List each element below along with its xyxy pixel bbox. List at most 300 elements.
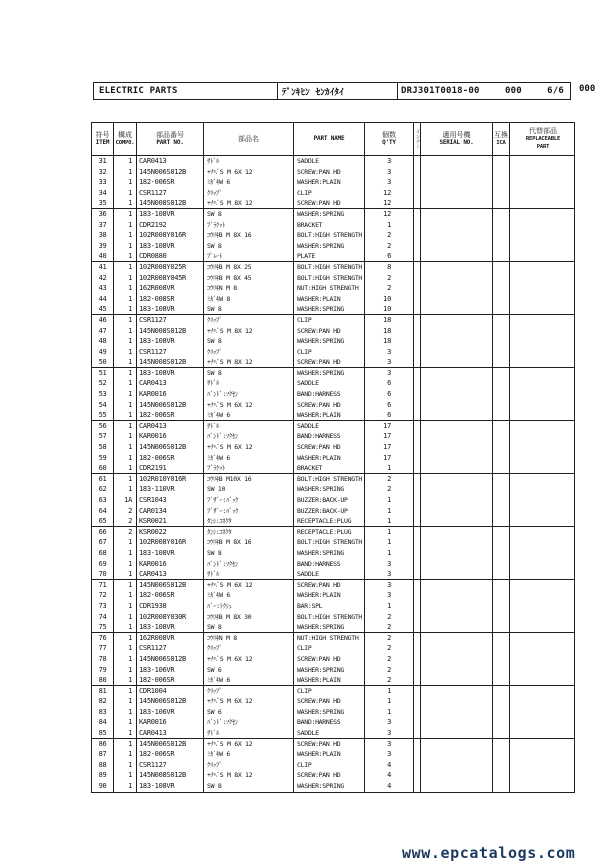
cell-quantity: 6: [365, 251, 414, 261]
cell-name-japanese: +ﾅﾍﾞS M 8X 12: [204, 770, 294, 781]
cell-item-number: 46: [92, 315, 114, 326]
cell-inner: [414, 654, 421, 665]
cell-name-japanese: ﾊﾞﾝﾄﾞ:ｿｸｾﾝ: [204, 389, 294, 400]
cell-inner: [414, 209, 421, 220]
cell-ica: [493, 453, 510, 464]
cell-ica: [493, 230, 510, 241]
cell-inner: [414, 220, 421, 231]
cell-replaceable: [510, 516, 576, 526]
cell-ica: [493, 559, 510, 570]
cell-replaceable: [510, 421, 576, 432]
cell-part-number: KSR0021: [137, 516, 204, 526]
cell-part-name: SCREW:PAN HD: [294, 198, 365, 208]
cell-quantity: 6: [365, 378, 414, 389]
cell-item-number: 61: [92, 474, 114, 485]
cell-compo: 1: [114, 262, 137, 273]
cell-quantity: 17: [365, 421, 414, 432]
cell-replaceable: [510, 357, 576, 367]
table-row: [92, 527, 574, 538]
cell-compo: 1: [114, 707, 137, 718]
cell-ica: [493, 304, 510, 314]
document-number: DRJ301T0018-00: [401, 86, 480, 96]
cell-compo: 1: [114, 537, 137, 548]
cell-part-name: BAND:HARNESS: [294, 431, 365, 442]
table-row: [92, 537, 574, 548]
cell-item-number: 60: [92, 463, 114, 473]
cell-inner: [414, 474, 421, 485]
cell-name-japanese: SW 8: [204, 368, 294, 379]
cell-serial-no: [421, 474, 493, 485]
cell-replaceable: [510, 612, 576, 623]
cell-inner: [414, 728, 421, 738]
cell-serial-no: [421, 675, 493, 685]
cell-inner: [414, 410, 421, 420]
cell-quantity: 3: [365, 177, 414, 188]
cell-inner: [414, 739, 421, 750]
cell-item-number: 69: [92, 559, 114, 570]
table-body: [92, 156, 574, 792]
cell-name-japanese: ｺｳﾘｷB M10X 16: [204, 474, 294, 485]
cell-compo: 1: [114, 590, 137, 601]
cell-serial-no: [421, 484, 493, 495]
cell-replaceable: [510, 156, 576, 167]
cell-part-name: WASHER:PLAIN: [294, 410, 365, 420]
table-row: [92, 516, 574, 527]
cell-compo: 1: [114, 633, 137, 644]
cell-compo: 1: [114, 421, 137, 432]
table-row: [92, 273, 574, 284]
cell-item-number: 47: [92, 326, 114, 337]
cell-quantity: 17: [365, 442, 414, 453]
cell-replaceable: [510, 463, 576, 473]
cell-quantity: 3: [365, 749, 414, 760]
cell-compo: 1: [114, 622, 137, 632]
cell-part-name: SADDLE: [294, 378, 365, 389]
cell-item-number: 75: [92, 622, 114, 632]
cell-part-name: BOLT:HIGH STRENGTH: [294, 230, 365, 241]
cell-part-number: 145N006S012B: [137, 400, 204, 411]
cell-ica: [493, 177, 510, 188]
cell-part-number: 145N006S012B: [137, 696, 204, 707]
table-row: [92, 463, 574, 474]
cell-compo: 1: [114, 209, 137, 220]
cell-ica: [493, 707, 510, 718]
cell-part-name: WASHER:SPRING: [294, 368, 365, 379]
cell-item-number: 49: [92, 347, 114, 358]
cell-name-japanese: ﾐｶﾞｷW 6: [204, 453, 294, 464]
cell-name-japanese: ﾊﾞﾝﾄﾞ:ｿｸｾﾝ: [204, 431, 294, 442]
cell-quantity: 3: [365, 347, 414, 358]
cell-part-name: BOLT:HIGH STRENGTH: [294, 273, 365, 284]
table-row: [92, 378, 574, 389]
cell-serial-no: [421, 739, 493, 750]
cell-item-number: 44: [92, 294, 114, 305]
cell-serial-no: [421, 453, 493, 464]
cell-part-name: BUZZER:BACK-UP: [294, 495, 365, 506]
cell-quantity: 2: [365, 484, 414, 495]
cell-ica: [493, 654, 510, 665]
cell-quantity: 2: [365, 241, 414, 252]
cell-inner: [414, 283, 421, 294]
cell-item-number: 38: [92, 230, 114, 241]
cell-serial-no: [421, 590, 493, 601]
cell-inner: [414, 665, 421, 676]
cell-serial-no: [421, 495, 493, 506]
cell-inner: [414, 643, 421, 654]
cell-item-number: 41: [92, 262, 114, 273]
cell-compo: 1: [114, 474, 137, 485]
cell-replaceable: [510, 389, 576, 400]
cell-inner: [414, 326, 421, 337]
cell-replaceable: [510, 506, 576, 517]
cell-inner: [414, 198, 421, 208]
cell-replaceable: [510, 294, 576, 305]
cell-serial-no: [421, 622, 493, 632]
cell-replaceable: [510, 559, 576, 570]
cell-ica: [493, 580, 510, 591]
cell-part-name: WASHER:PLAIN: [294, 453, 365, 464]
cell-quantity: 1: [365, 220, 414, 231]
cell-compo: 1: [114, 230, 137, 241]
page-header: [93, 82, 571, 100]
cell-replaceable: [510, 622, 576, 632]
cell-quantity: 3: [365, 569, 414, 579]
cell-part-name: BUZZER:BACK-UP: [294, 506, 365, 517]
cell-item-number: 37: [92, 220, 114, 231]
cell-compo: 1: [114, 251, 137, 261]
cell-part-name: NUT:HIGH STRENGTH: [294, 283, 365, 294]
cell-inner: [414, 484, 421, 495]
cell-compo: 1: [114, 304, 137, 314]
cell-quantity: 2: [365, 675, 414, 685]
cell-name-japanese: ｻﾄﾞﾙ: [204, 156, 294, 167]
table-row: [92, 654, 574, 665]
cell-ica: [493, 156, 510, 167]
cell-ica: [493, 167, 510, 178]
cell-compo: 1: [114, 347, 137, 358]
cell-part-name: WASHER:PLAIN: [294, 177, 365, 188]
cell-part-number: CDR0880: [137, 251, 204, 261]
cell-inner: [414, 506, 421, 517]
cell-ica: [493, 749, 510, 760]
cell-part-number: CAR0413: [137, 569, 204, 579]
cell-part-name: BAND:HARNESS: [294, 389, 365, 400]
cell-ica: [493, 400, 510, 411]
cell-part-number: 182-006SR: [137, 177, 204, 188]
cell-replaceable: [510, 410, 576, 420]
table-row: [92, 601, 574, 612]
cell-part-number: 145N008S012B: [137, 770, 204, 781]
cell-serial-no: [421, 633, 493, 644]
cell-compo: 1: [114, 442, 137, 453]
cell-ica: [493, 326, 510, 337]
table-row: [92, 633, 574, 644]
table-row: [92, 728, 574, 739]
cell-serial-no: [421, 251, 493, 261]
table-row: [92, 431, 574, 442]
cell-item-number: 78: [92, 654, 114, 665]
table-row: [92, 506, 574, 517]
cell-compo: 1: [114, 294, 137, 305]
cell-part-name: BOLT:HIGH STRENGTH: [294, 537, 365, 548]
cell-part-number: 183-108VR: [137, 368, 204, 379]
cell-quantity: 2: [365, 474, 414, 485]
cell-serial-no: [421, 421, 493, 432]
cell-compo: 2: [114, 506, 137, 517]
cell-replaceable: [510, 198, 576, 208]
cell-inner: [414, 760, 421, 771]
cell-name-japanese: ﾊﾞﾝﾄﾞ:ｿｸｾﾝ: [204, 559, 294, 570]
cell-item-number: 66: [92, 527, 114, 538]
cell-replaceable: [510, 442, 576, 453]
cell-replaceable: [510, 167, 576, 178]
table-row: [92, 347, 574, 358]
table-row: [92, 400, 574, 411]
cell-name-japanese: ｻﾄﾞﾙ: [204, 728, 294, 738]
cell-serial-no: [421, 167, 493, 178]
cell-name-japanese: ﾊﾞｰ:ﾄｸｼｭ: [204, 601, 294, 612]
cell-serial-no: [421, 601, 493, 612]
cell-quantity: 1: [365, 506, 414, 517]
cell-serial-no: [421, 643, 493, 654]
cell-ica: [493, 442, 510, 453]
table-row: [92, 283, 574, 294]
cell-replaceable: [510, 220, 576, 231]
cell-inner: [414, 633, 421, 644]
cell-inner: [414, 378, 421, 389]
cell-part-number: CAR0413: [137, 421, 204, 432]
cell-ica: [493, 686, 510, 697]
cell-compo: 1: [114, 749, 137, 760]
cell-quantity: 12: [365, 198, 414, 208]
cell-quantity: 3: [365, 580, 414, 591]
table-row: [92, 336, 574, 347]
cell-part-number: CDR1004: [137, 686, 204, 697]
cell-name-japanese: SW 8: [204, 781, 294, 792]
cell-inner: [414, 622, 421, 632]
cell-inner: [414, 188, 421, 199]
cell-inner: [414, 569, 421, 579]
parts-table: [91, 122, 575, 793]
cell-name-japanese: ﾀﾝｼ:ｺﾈｸﾀ: [204, 516, 294, 526]
cell-name-japanese: SW 8: [204, 622, 294, 632]
cell-ica: [493, 251, 510, 261]
cell-name-japanese: ｺｳﾘｷN M 8: [204, 633, 294, 644]
cell-item-number: 81: [92, 686, 114, 697]
cell-part-number: CSR1127: [137, 760, 204, 771]
cell-ica: [493, 612, 510, 623]
cell-part-number: 183-108VR: [137, 622, 204, 632]
cell-item-number: 67: [92, 537, 114, 548]
cell-item-number: 59: [92, 453, 114, 464]
cell-quantity: 3: [365, 739, 414, 750]
cell-part-number: 182-006SR: [137, 590, 204, 601]
cell-replaceable: [510, 474, 576, 485]
cell-replaceable: [510, 283, 576, 294]
cell-serial-no: [421, 347, 493, 358]
cell-part-name: WASHER:SPRING: [294, 209, 365, 220]
cell-part-name: SCREW:PAN HD: [294, 739, 365, 750]
cell-inner: [414, 230, 421, 241]
cell-item-number: 62: [92, 484, 114, 495]
document-number-cell: [398, 83, 570, 99]
table-row: [92, 188, 574, 199]
table-row: [92, 760, 574, 771]
cell-item-number: 76: [92, 633, 114, 644]
cell-serial-no: [421, 770, 493, 781]
cell-serial-no: [421, 273, 493, 284]
col-header-part-name: PART NAME: [294, 123, 365, 155]
cell-ica: [493, 696, 510, 707]
page-number: 6/6: [547, 86, 564, 96]
cell-item-number: 39: [92, 241, 114, 252]
cell-part-name: PLATE: [294, 251, 365, 261]
table-row: [92, 294, 574, 305]
cell-compo: 1: [114, 177, 137, 188]
cell-serial-no: [421, 304, 493, 314]
cell-part-name: BRACKET: [294, 220, 365, 231]
cell-item-number: 64: [92, 506, 114, 517]
cell-quantity: 12: [365, 188, 414, 199]
cell-compo: 1: [114, 675, 137, 685]
cell-replaceable: [510, 548, 576, 559]
cell-name-japanese: SW 8: [204, 241, 294, 252]
cell-compo: 1: [114, 665, 137, 676]
cell-part-number: 102R008Y016R: [137, 230, 204, 241]
cell-compo: 1: [114, 431, 137, 442]
cell-part-number: 183-108VR: [137, 304, 204, 314]
cell-replaceable: [510, 665, 576, 676]
cell-serial-no: [421, 230, 493, 241]
cell-quantity: 1: [365, 463, 414, 473]
cell-replaceable: [510, 696, 576, 707]
cell-replaceable: [510, 686, 576, 697]
table-row: [92, 389, 574, 400]
cell-inner: [414, 717, 421, 728]
cell-part-name: SADDLE: [294, 421, 365, 432]
cell-compo: 1: [114, 654, 137, 665]
cell-replaceable: [510, 304, 576, 314]
cell-serial-no: [421, 283, 493, 294]
cell-inner: [414, 453, 421, 464]
cell-part-name: BAND:HARNESS: [294, 717, 365, 728]
cell-quantity: 18: [365, 326, 414, 337]
cell-ica: [493, 463, 510, 473]
cell-item-number: 86: [92, 739, 114, 750]
table-row: [92, 230, 574, 241]
watermark-url: www.epcatalogs.com: [402, 844, 576, 862]
cell-inner: [414, 696, 421, 707]
cell-replaceable: [510, 717, 576, 728]
cell-item-number: 50: [92, 357, 114, 367]
cell-replaceable: [510, 580, 576, 591]
cell-replaceable: [510, 368, 576, 379]
cell-compo: 1: [114, 273, 137, 284]
revision-code: 000: [504, 86, 522, 96]
table-row: [92, 739, 574, 750]
cell-serial-no: [421, 612, 493, 623]
cell-name-japanese: SW 6: [204, 665, 294, 676]
cell-serial-no: [421, 463, 493, 473]
cell-inner: [414, 241, 421, 252]
cell-serial-no: [421, 707, 493, 718]
cell-part-number: KSR0022: [137, 527, 204, 538]
cell-item-number: 80: [92, 675, 114, 685]
cell-inner: [414, 707, 421, 718]
cell-quantity: 3: [365, 357, 414, 367]
cell-part-name: SCREW:PAN HD: [294, 442, 365, 453]
cell-serial-no: [421, 506, 493, 517]
table-row: [92, 410, 574, 421]
cell-name-japanese: ﾌﾞﾗｹｯﾄ: [204, 220, 294, 231]
table-row: [92, 590, 574, 601]
cell-serial-no: [421, 527, 493, 538]
outer-code: 000: [579, 84, 596, 94]
cell-name-japanese: ﾌﾞｻﾞｰ:ﾊﾞｯｸ: [204, 495, 294, 506]
cell-item-number: 43: [92, 283, 114, 294]
cell-inner: [414, 463, 421, 473]
cell-compo: 1: [114, 220, 137, 231]
cell-quantity: 6: [365, 410, 414, 420]
cell-name-japanese: ｻﾄﾞﾙ: [204, 421, 294, 432]
cell-ica: [493, 368, 510, 379]
cell-replaceable: [510, 273, 576, 284]
cell-name-japanese: SW 6: [204, 707, 294, 718]
table-row: [92, 156, 574, 167]
cell-serial-no: [421, 188, 493, 199]
cell-item-number: 85: [92, 728, 114, 738]
cell-part-number: CAR0413: [137, 728, 204, 738]
cell-inner: [414, 527, 421, 538]
cell-item-number: 33: [92, 177, 114, 188]
cell-part-number: 183-108VR: [137, 781, 204, 792]
cell-part-number: 183-110VR: [137, 484, 204, 495]
cell-part-name: WASHER:PLAIN: [294, 294, 365, 305]
cell-part-number: 183-106VR: [137, 707, 204, 718]
cell-quantity: 3: [365, 717, 414, 728]
cell-ica: [493, 283, 510, 294]
cell-inner: [414, 400, 421, 411]
cell-part-name: BAND:HARNESS: [294, 559, 365, 570]
cell-name-japanese: ﾐｶﾞｷW 6: [204, 590, 294, 601]
cell-serial-no: [421, 696, 493, 707]
cell-item-number: 48: [92, 336, 114, 347]
cell-part-number: 183-108VR: [137, 548, 204, 559]
cell-part-number: 162R008VR: [137, 283, 204, 294]
cell-replaceable: [510, 643, 576, 654]
cell-compo: 1: [114, 728, 137, 738]
cell-item-number: 83: [92, 707, 114, 718]
cell-name-japanese: ﾀﾝｼ:ｺﾈｸﾀ: [204, 527, 294, 538]
cell-inner: [414, 548, 421, 559]
cell-ica: [493, 262, 510, 273]
cell-replaceable: [510, 781, 576, 792]
table-row: [92, 770, 574, 781]
cell-serial-no: [421, 654, 493, 665]
cell-replaceable: [510, 251, 576, 261]
cell-part-number: 145N008S012B: [137, 198, 204, 208]
cell-inner: [414, 251, 421, 261]
table-row: [92, 495, 574, 506]
cell-compo: 1: [114, 686, 137, 697]
cell-ica: [493, 770, 510, 781]
col-header-ica: 互換 ICA: [493, 123, 510, 155]
cell-quantity: 6: [365, 389, 414, 400]
cell-name-japanese: ﾐｶﾞｷW 6: [204, 675, 294, 685]
cell-replaceable: [510, 484, 576, 495]
cell-name-japanese: +ﾅﾍﾞS M 8X 12: [204, 198, 294, 208]
page-title-japanese: ﾃﾞﾝｷﾋﾝ ｾﾝｶｲﾀｲ: [278, 83, 398, 99]
